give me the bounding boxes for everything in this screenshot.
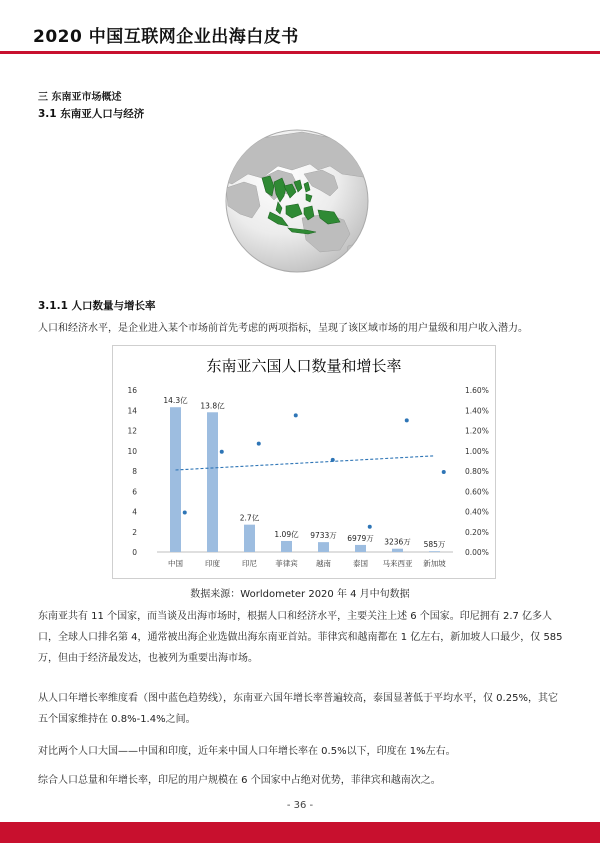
- population-bar: [392, 549, 403, 552]
- population-bar: [244, 525, 255, 552]
- x-category-label: 泰国: [353, 559, 368, 568]
- bar-data-label: 2.7亿: [239, 513, 260, 523]
- x-category-label: 马来西亚: [382, 559, 413, 568]
- growth-rate-point: [257, 442, 261, 446]
- y2-tick-label: 1.00%: [465, 446, 489, 456]
- globe-southeast-asia-icon: [222, 126, 372, 276]
- y-tick-label: 12: [127, 426, 137, 436]
- paragraph-2: 从人口年增长率维度看（图中蓝色趋势线），东南亚六国年增长率普遍较高，泰国显著低于平均水平，仅 0.25%，其它五个国家维持在 0.8%-1.4%之间。: [38, 693, 558, 725]
- paragraph-1: 东南亚共有 11 个国家，而当谈及出海市场时，根据人口和经济水平，主要关注上述 6 个国家。印尼拥有 2.7 亿多人口，全球人口排名第 4，通常被出海企业选做出海东南亚首站。菲律宾和越南都在 1 亿左右，新加坡人口最少，仅 585 万，但由于经济最发达，也被列为重要出海市场。: [38, 611, 563, 664]
- intro-paragraph: 人口和经济水平，是企业进入某个市场前首先考虑的两项指标，呈现了该区域市场的用户量级和用户收入潜力。: [38, 323, 528, 334]
- y2-tick-label: 0.40%: [465, 507, 489, 517]
- chart-title: 东南亚六国人口数量和增长率: [206, 357, 402, 375]
- paragraph-4: 综合人口总量和年增长率，印尼的用户规模在 6 个国家中占绝对优势，菲律宾和越南次之。: [38, 775, 441, 786]
- growth-rate-point: [331, 458, 335, 462]
- paragraph-3: 对比两个人口大国——中国和印度，近年来中国人口年增长率在 0.5%以下，印度在 1%左右。: [38, 746, 456, 757]
- x-category-label: 印度: [205, 559, 220, 568]
- y-tick-label: 2: [132, 527, 137, 537]
- bar-data-label: 13.8亿: [200, 401, 225, 411]
- y-tick-label: 8: [132, 467, 137, 476]
- bar-data-label: 3236万: [384, 537, 411, 547]
- population-bar: [429, 551, 440, 552]
- y2-tick-label: 1.60%: [465, 386, 489, 395]
- section-heading: 三 东南亚市场概述: [38, 92, 122, 103]
- bar-data-label: 6979万: [347, 533, 374, 543]
- population-bar: [281, 541, 292, 552]
- growth-rate-point: [183, 511, 187, 515]
- document-title: 2020 中国互联网企业出海白皮书: [33, 27, 299, 47]
- y-tick-label: 6: [132, 487, 137, 497]
- x-category-label: 越南: [316, 559, 331, 568]
- population-bar: [170, 407, 181, 552]
- growth-rate-point: [405, 418, 409, 422]
- population-bar: [207, 412, 218, 552]
- y2-tick-label: 1.20%: [465, 426, 489, 436]
- header-rule: [0, 51, 600, 54]
- chart-svg: [113, 346, 495, 578]
- population-bar: [355, 545, 366, 552]
- x-category-label: 印尼: [242, 559, 257, 568]
- chart-source: 数据来源：Worldometer 2020 年 4 月中旬数据: [190, 589, 410, 600]
- y-tick-label: 0: [132, 548, 137, 557]
- y2-tick-label: 0.00%: [465, 548, 489, 557]
- y-tick-label: 10: [127, 446, 137, 456]
- bar-data-label: 585万: [423, 540, 446, 550]
- x-category-label: 菲律宾: [275, 559, 298, 568]
- x-category-label: 新加坡: [423, 559, 446, 568]
- subsection-heading: 3.1 东南亚人口与经济: [38, 108, 145, 120]
- y2-tick-label: 0.20%: [465, 527, 489, 537]
- growth-rate-point: [220, 450, 224, 454]
- footer-rule: [0, 822, 600, 843]
- y-tick-label: 14: [127, 406, 137, 416]
- y-tick-label: 4: [132, 507, 137, 517]
- y2-tick-label: 0.60%: [465, 487, 489, 497]
- bar-data-label: 14.3亿: [163, 396, 188, 406]
- page-number: - 36 -: [286, 800, 314, 811]
- growth-rate-point: [442, 470, 446, 474]
- growth-rate-point: [368, 525, 372, 529]
- x-category-label: 中国: [168, 559, 183, 568]
- y-tick-label: 16: [127, 386, 137, 395]
- growth-rate-point: [294, 413, 298, 417]
- subsubsection-heading: 3.1.1 人口数量与增长率: [38, 300, 156, 312]
- bar-data-label: 9733万: [310, 531, 337, 541]
- bar-data-label: 1.09亿: [274, 529, 299, 539]
- y2-tick-label: 0.80%: [465, 467, 489, 476]
- population-chart: [112, 345, 496, 579]
- population-bar: [318, 542, 329, 552]
- y2-tick-label: 1.40%: [465, 406, 489, 416]
